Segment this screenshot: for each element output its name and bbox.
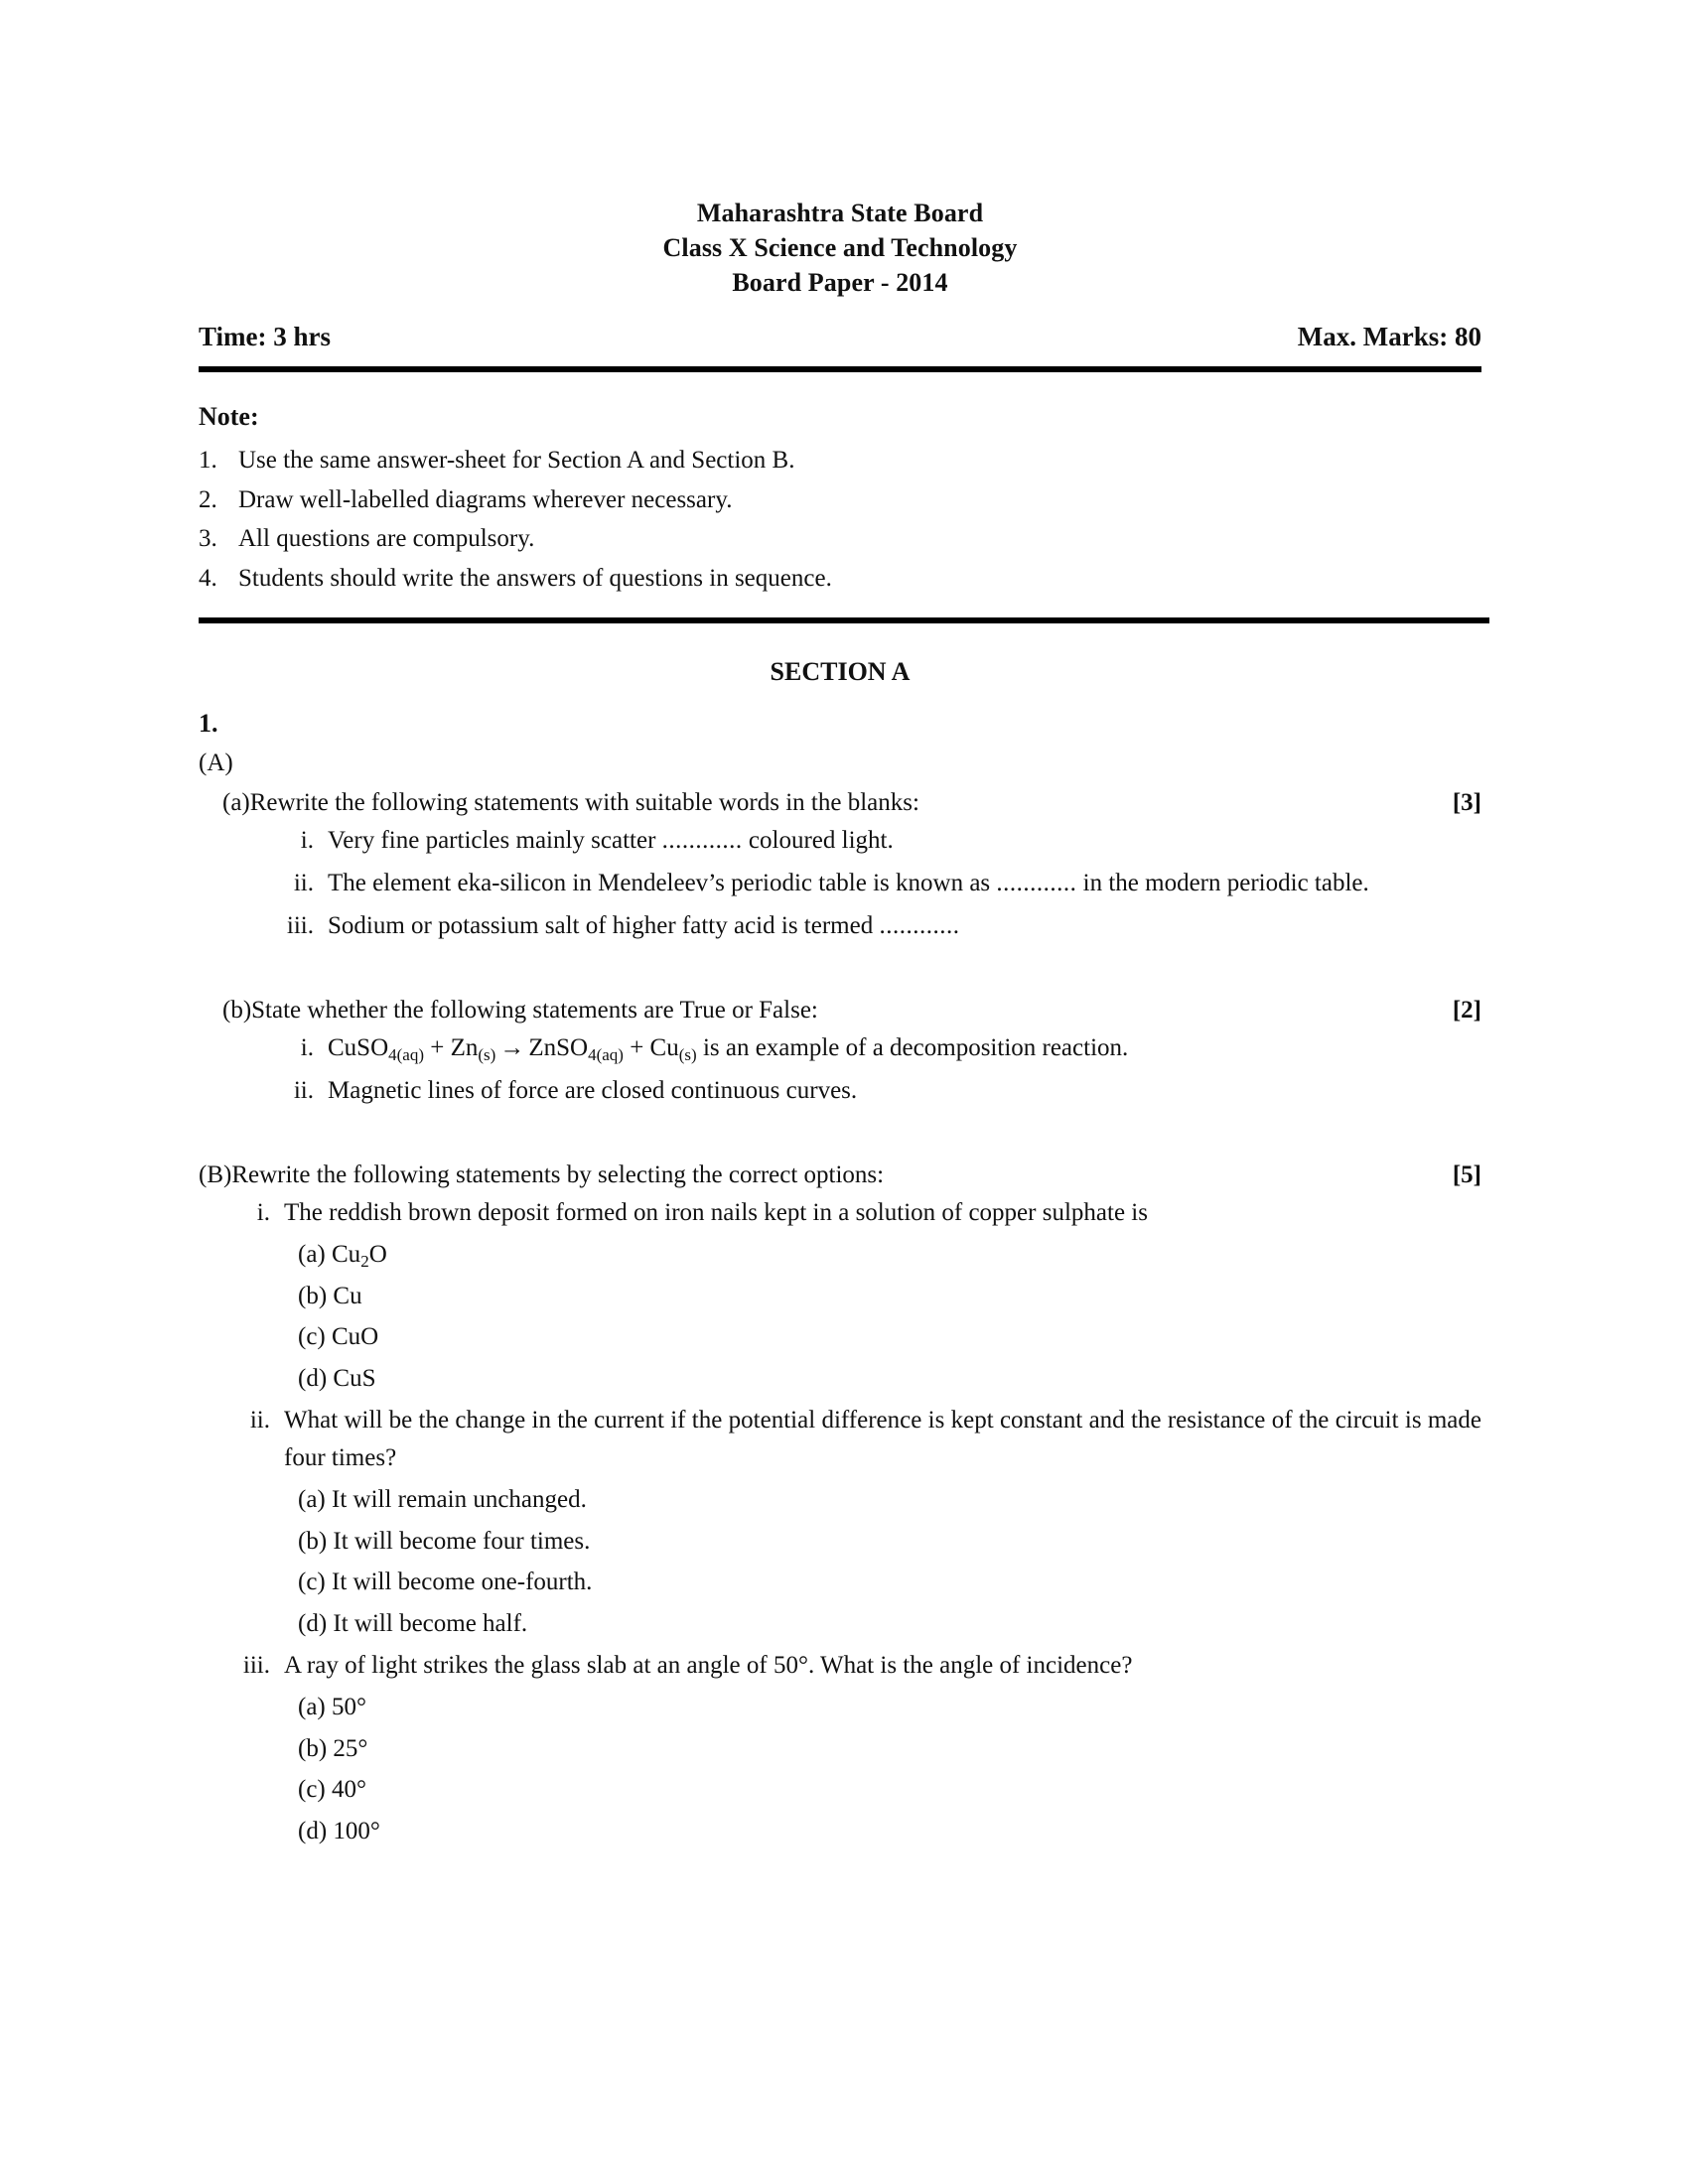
option-row[interactable]	[199, 1813, 1481, 1850]
note-block	[199, 402, 1481, 598]
option-row[interactable]	[199, 1318, 1481, 1356]
note-item-number: 4.	[199, 564, 217, 592]
item-text-before: Very fine particles mainly scatter	[328, 827, 656, 855]
part-a-label: (A)	[199, 750, 233, 777]
part-b-questions	[199, 1194, 1481, 1849]
option-label: (a)	[298, 1241, 326, 1269]
subpart-b-marks: [2]	[1452, 997, 1481, 1024]
option-label: (d)	[298, 1609, 328, 1637]
option-label: (c)	[298, 1776, 326, 1804]
subpart-b-header	[199, 997, 1481, 1024]
item-roman-numeral: ii.	[293, 870, 314, 897]
list-item	[199, 865, 1481, 902]
subscript: 2	[360, 1252, 369, 1272]
option-value: 25°	[333, 1734, 368, 1762]
subpart-b-items	[199, 1029, 1481, 1110]
option-row[interactable]	[199, 1564, 1481, 1601]
blank-dots: ............	[661, 827, 743, 855]
option-value: 40°	[332, 1776, 366, 1804]
item-roman-numeral: iii.	[286, 912, 314, 940]
option-row[interactable]	[199, 1278, 1481, 1315]
note-list-item	[199, 559, 1481, 599]
subscript: 4(aq)	[388, 1045, 425, 1065]
item-roman-numeral: iii.	[242, 1652, 270, 1680]
paper-title: Board Paper - 2014	[732, 267, 948, 297]
option-label: (d)	[298, 1364, 328, 1392]
spacer	[199, 1110, 1481, 1150]
note-list-item	[199, 441, 1481, 480]
item-text-before: Sodium or potassium salt of higher fatty acid is termed	[328, 912, 874, 940]
option-label: (b)	[298, 1527, 328, 1555]
page-content	[199, 0, 1481, 1849]
part-b-text: Rewrite the following statements by selecting the correct options:	[231, 1161, 885, 1189]
option-value: $Cu_2O$	[332, 1241, 387, 1272]
exam-meta-row	[199, 322, 1481, 352]
note-item-number: 1.	[199, 447, 217, 475]
question-number: 1.	[199, 709, 218, 739]
header-divider-rule	[199, 366, 1481, 372]
subpart-a-header	[199, 789, 1481, 817]
item-roman-numeral: i.	[300, 1034, 314, 1062]
item-text-before: The element eka-silicon in Mendeleev’s periodic table is known as	[328, 870, 991, 897]
list-item	[199, 1072, 1481, 1110]
section-heading: SECTION A	[770, 657, 911, 687]
blank-dots: ............	[996, 870, 1077, 897]
option-label: (a)	[298, 1694, 326, 1721]
note-item-number: 2.	[199, 485, 217, 513]
document-header	[199, 0, 1481, 300]
item-text: What will be the change in the current if the potential difference is kept constant and the resistance of the circuit is made four times?	[284, 1407, 1481, 1472]
list-item	[199, 907, 1481, 945]
note-list-item	[199, 480, 1481, 520]
part-b-tag: (B)	[199, 1161, 232, 1189]
option-row[interactable]	[199, 1730, 1481, 1768]
paper-subject: Class X Science and Technology	[662, 232, 1018, 262]
list-item	[199, 1402, 1481, 1477]
item-roman-numeral: ii.	[249, 1407, 270, 1434]
option-label: (d)	[298, 1817, 328, 1844]
spacer	[199, 945, 1481, 985]
option-label: (b)	[298, 1282, 328, 1309]
note-item-text: Students should write the answers of questions in sequence.	[238, 564, 832, 592]
option-value: It will become four times.	[333, 1527, 591, 1555]
list-item	[199, 822, 1481, 860]
option-row[interactable]	[199, 1523, 1481, 1561]
item-roman-numeral: i.	[300, 827, 314, 855]
item-text-equation: CuSO$_{4(aq)}$ + $Zn_{(s)}$ → ZnSO$_{4(aq)}$ + $Cu_{(s)}$ is an example of a decomposition reaction.	[328, 1034, 1129, 1065]
item-roman-numeral: ii.	[293, 1077, 314, 1105]
note-list	[199, 441, 1481, 598]
option-value: It will remain unchanged.	[332, 1486, 587, 1514]
note-item-number: 3.	[199, 525, 217, 553]
item-text: A ray of light strikes the glass slab at an angle of 50°. What is the angle of incidence?	[284, 1652, 1133, 1680]
item-text	[328, 907, 1481, 945]
item-text-after: in the modern periodic table.	[1082, 870, 1369, 897]
note-item-text: Draw well-labelled diagrams wherever necessary.	[238, 485, 733, 513]
item-text	[328, 822, 1481, 860]
note-heading: Note:	[199, 402, 259, 432]
option-value: Cu	[333, 1282, 362, 1309]
part-b-marks: [5]	[1452, 1161, 1481, 1189]
subpart-b-tag: (b)	[222, 997, 252, 1024]
option-row[interactable]	[199, 1689, 1481, 1726]
subpart-a-text: Rewrite the following statements with suitable words in the blanks:	[249, 789, 919, 817]
option-row[interactable]	[199, 1771, 1481, 1809]
board-name: Maharashtra State Board	[696, 199, 984, 227]
option-label: (c)	[298, 1323, 326, 1351]
subscript: (s)	[678, 1045, 697, 1065]
option-label: (c)	[298, 1569, 326, 1596]
blank-dots: ............	[879, 912, 960, 940]
subpart-a-marks: [3]	[1452, 789, 1481, 817]
subpart-a-items	[199, 822, 1481, 945]
item-text-after: coloured light.	[748, 827, 894, 855]
subpart-a-tag: (a)	[222, 789, 250, 817]
option-label: (b)	[298, 1734, 328, 1762]
subpart-b-text: State whether the following statements are True or False:	[251, 997, 818, 1024]
note-item-text: All questions are compulsory.	[238, 525, 535, 553]
item-text	[328, 865, 1481, 902]
option-value: 50°	[332, 1694, 366, 1721]
exam-max-marks: Max. Marks: 80	[1297, 322, 1481, 352]
exam-duration: Time: 3 hrs	[199, 322, 331, 352]
option-label: (a)	[298, 1486, 326, 1514]
option-row[interactable]	[199, 1605, 1481, 1643]
option-value: 100°	[333, 1817, 380, 1844]
note-list-item	[199, 519, 1481, 559]
note-divider-rule	[199, 617, 1489, 623]
reaction-arrow-icon: →	[499, 1034, 525, 1062]
note-item-text: Use the same answer-sheet for Section A and Section B.	[238, 447, 795, 475]
item-text: The reddish brown deposit formed on iron nails kept in a solution of copper sulphate is	[284, 1199, 1148, 1227]
option-row[interactable]	[199, 1360, 1481, 1398]
list-item	[199, 1029, 1481, 1067]
option-value: It will become half.	[333, 1609, 528, 1637]
item-text: Magnetic lines of force are closed continuous curves.	[328, 1077, 858, 1105]
item-roman-numeral: i.	[256, 1199, 270, 1227]
option-value: CuO	[332, 1323, 379, 1351]
list-item	[199, 1194, 1481, 1232]
option-value: It will become one-fourth.	[332, 1569, 593, 1596]
option-row[interactable]	[199, 1481, 1481, 1519]
part-b-header	[199, 1161, 1481, 1189]
subscript: 4(aq)	[588, 1045, 624, 1065]
option-value: CuS	[333, 1364, 376, 1392]
option-row[interactable]	[199, 1236, 1481, 1274]
list-item	[199, 1647, 1481, 1685]
subscript: (s)	[478, 1045, 496, 1065]
